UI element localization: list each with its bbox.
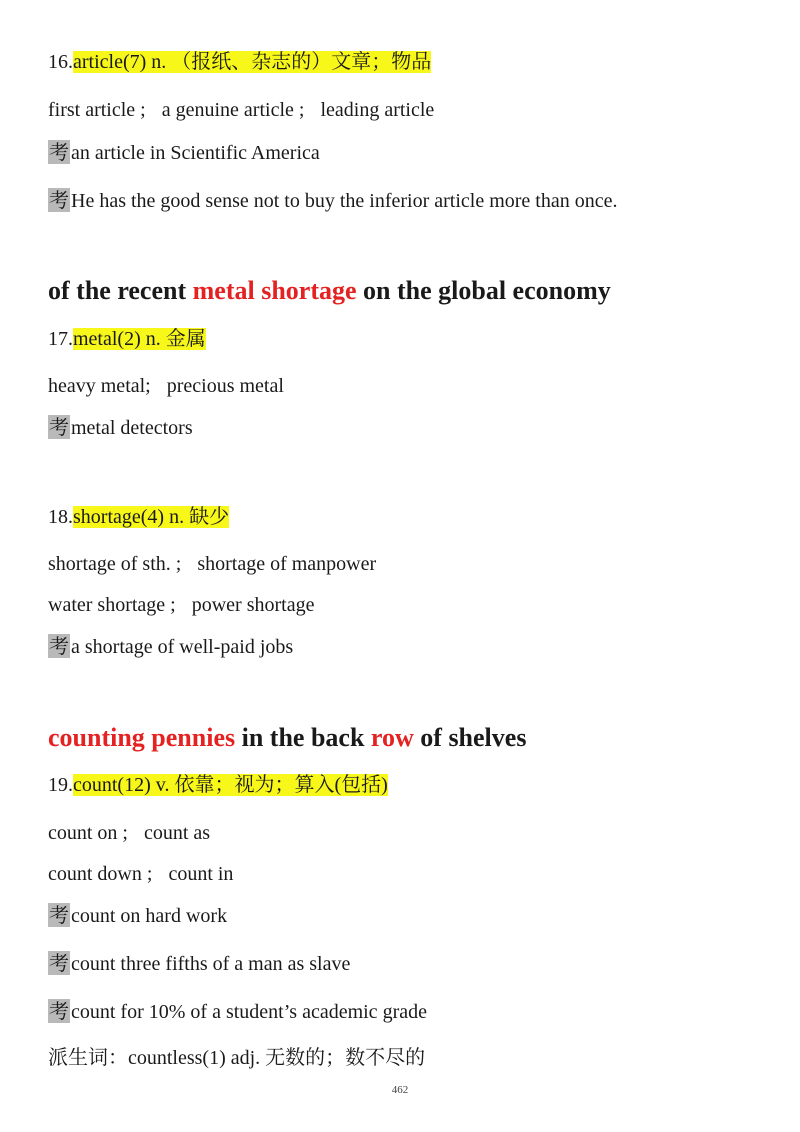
exam-example <box>48 903 227 928</box>
phrase: water shortage ; <box>48 594 176 616</box>
example-text: count for 10% of a student’s academic grade <box>71 1001 427 1023</box>
phrase: leading article <box>320 99 435 121</box>
example-text: He has the good sense not to buy the inferior article more than once. <box>71 190 618 212</box>
heading-keyword: row <box>370 723 414 752</box>
exam-example <box>48 140 320 165</box>
exam-example <box>48 951 350 976</box>
exam-marker: 考 <box>49 903 69 927</box>
heading-keyword: metal shortage <box>192 276 357 305</box>
heading-keyword: counting pennies <box>48 723 236 752</box>
exam-marker: 考 <box>49 951 69 975</box>
phrase: count down ; <box>48 863 153 885</box>
phrase-line <box>48 593 314 617</box>
phrase-line <box>48 98 434 122</box>
heading-text: on the global economy <box>356 276 611 305</box>
entry-16-title <box>48 50 431 74</box>
phrase: count in <box>168 863 234 885</box>
example-text: count on hard work <box>71 905 228 927</box>
phrase: shortage of sth. ; <box>48 553 182 575</box>
heading-text: of shelves <box>413 723 527 752</box>
phrase: precious metal <box>166 375 284 397</box>
phrase: count on ; <box>48 822 128 844</box>
phrase: a genuine article ; <box>161 99 305 121</box>
exam-marker: 考 <box>49 188 69 212</box>
heading-text: of the recent <box>48 276 193 305</box>
phrase: first article ; <box>48 99 146 121</box>
entry-number: 16. <box>48 51 73 73</box>
headword-highlight: shortage(4) n. 缺少 <box>73 506 230 528</box>
headword-highlight: article(7) n. （报纸、杂志的）文章；物品 <box>73 51 432 73</box>
exam-marker: 考 <box>49 415 69 439</box>
section-heading <box>48 723 526 753</box>
exam-example <box>48 415 193 440</box>
example-text: a shortage of well-paid jobs <box>71 636 294 658</box>
heading-text: in the back <box>235 723 371 752</box>
exam-example <box>48 634 293 659</box>
section-heading <box>48 276 611 306</box>
exam-example <box>48 188 618 213</box>
exam-marker: 考 <box>49 140 69 164</box>
headword-highlight: count(12) v. 依靠；视为；算入(包括) <box>73 774 388 796</box>
derivative-line: 派生词：countless(1) adj. 无数的；数不尽的 <box>48 1047 426 1069</box>
phrase-line <box>48 821 210 845</box>
phrase: power shortage <box>191 594 315 616</box>
phrase: count as <box>144 822 211 844</box>
entry-17-title <box>48 327 206 351</box>
entry-number: 17. <box>48 328 73 350</box>
example-text: metal detectors <box>71 417 193 439</box>
phrase-line <box>48 552 376 576</box>
phrase-line <box>48 374 284 398</box>
entry-18-title <box>48 505 229 529</box>
entry-number: 19. <box>48 774 73 796</box>
headword-highlight: metal(2) n. 金属 <box>73 328 206 350</box>
phrase: heavy metal; <box>48 375 151 397</box>
entry-number: 18. <box>48 506 73 528</box>
phrase: shortage of manpower <box>197 553 377 575</box>
exam-marker: 考 <box>49 634 69 658</box>
exam-marker: 考 <box>49 999 69 1023</box>
page-number: 462 <box>391 1084 409 1096</box>
example-text: an article in Scientific America <box>71 142 320 164</box>
entry-19-title <box>48 773 388 797</box>
exam-example <box>48 999 427 1024</box>
phrase-line <box>48 862 233 886</box>
example-text: count three fifths of a man as slave <box>71 953 351 975</box>
